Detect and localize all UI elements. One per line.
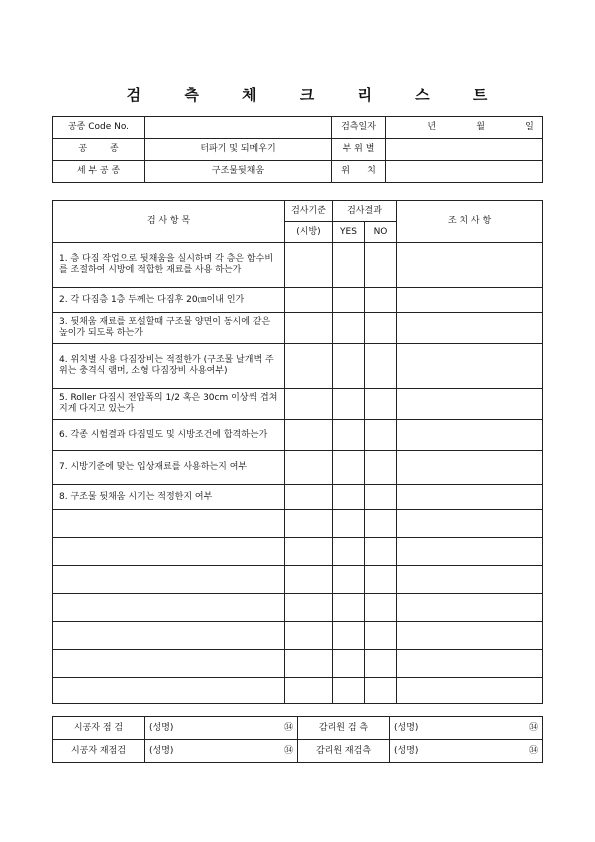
sub-work-value[interactable]: 구조물뒷채움	[145, 161, 332, 183]
standard-cell[interactable]	[285, 650, 333, 678]
table-row	[53, 622, 543, 650]
check-item-6: 6. 각종 시험결과 다짐밀도 및 시방조건에 합격하는가	[53, 420, 285, 451]
no-cell[interactable]	[365, 451, 397, 485]
table-row	[53, 566, 543, 594]
table-row	[53, 243, 543, 288]
table-row	[53, 594, 543, 622]
signature-row-recheck	[53, 740, 543, 763]
standard-cell[interactable]	[285, 243, 333, 288]
work-code-value[interactable]	[145, 117, 332, 139]
contractor-recheck-label: 시공자 재점검	[53, 740, 145, 763]
action-cell[interactable]	[397, 650, 543, 678]
empty-item-cell[interactable]	[53, 650, 285, 678]
yes-cell[interactable]	[333, 451, 365, 485]
table-row	[53, 650, 543, 678]
name-label: (성명)	[394, 745, 419, 756]
no-cell[interactable]	[365, 313, 397, 344]
part-label: 부 위 별	[332, 139, 386, 161]
table-row	[53, 344, 543, 389]
yes-cell[interactable]	[333, 420, 365, 451]
yes-cell[interactable]	[333, 678, 365, 704]
standard-cell[interactable]	[285, 389, 333, 420]
date-month: 월	[476, 122, 485, 132]
check-item-2: 2. 각 다짐층 1층 두께는 다짐후 20㎝이내 인가	[53, 288, 285, 313]
part-value[interactable]	[386, 139, 543, 161]
action-cell[interactable]	[397, 594, 543, 622]
no-cell[interactable]	[365, 288, 397, 313]
inspect-date-label: 검측일자	[332, 117, 386, 139]
table-row	[53, 288, 543, 313]
seal-icon: ㉞	[283, 745, 293, 756]
yes-cell[interactable]	[333, 510, 365, 538]
empty-item-cell[interactable]	[53, 510, 285, 538]
no-cell[interactable]	[365, 243, 397, 288]
standard-cell[interactable]	[285, 510, 333, 538]
signature-table	[52, 716, 543, 763]
empty-item-cell[interactable]	[53, 678, 285, 704]
sub-work-label: 세 부 공 종	[53, 161, 145, 183]
check-item-7: 7. 시방기준에 맞는 입상재료를 사용하는지 여부	[53, 451, 285, 485]
seal-icon: ㉞	[528, 745, 538, 756]
info-row-subwork	[53, 161, 543, 183]
work-label: 공 종	[53, 139, 145, 161]
action-cell[interactable]	[397, 451, 543, 485]
seal-icon: ㉞	[528, 722, 538, 733]
name-label: (성명)	[149, 722, 174, 733]
no-cell[interactable]	[365, 566, 397, 594]
no-cell[interactable]	[365, 344, 397, 389]
check-item-3: 3. 뒷채움 재료를 포설할때 구조물 양면이 동시에 같은 높이가 되도록 하는가	[53, 313, 285, 344]
table-row	[53, 451, 543, 485]
standard-cell[interactable]	[285, 594, 333, 622]
yes-cell[interactable]	[333, 594, 365, 622]
supervisor-check-label: 감리원 검 측	[298, 717, 390, 740]
empty-item-cell[interactable]	[53, 566, 285, 594]
check-item-8: 8. 구조물 뒷채움 시기는 적정한지 여부	[53, 485, 285, 510]
empty-item-cell[interactable]	[53, 594, 285, 622]
action-cell[interactable]	[397, 678, 543, 704]
table-row	[53, 420, 543, 451]
name-label: (성명)	[394, 722, 419, 733]
table-row	[53, 389, 543, 420]
action-cell[interactable]	[397, 288, 543, 313]
contractor-recheck-sign[interactable]	[145, 740, 298, 763]
no-cell[interactable]	[365, 485, 397, 510]
action-cell[interactable]	[397, 566, 543, 594]
no-cell[interactable]	[365, 622, 397, 650]
yes-cell[interactable]	[333, 538, 365, 566]
signature-row-check	[53, 717, 543, 740]
no-cell[interactable]	[365, 678, 397, 704]
check-item-1: 1. 층 다짐 작업으로 뒷채움을 실시하며 각 층은 함수비를 조절하여 시방에 적합한 재료를 사용 하는가	[53, 243, 285, 288]
yes-cell[interactable]	[333, 650, 365, 678]
standard-cell[interactable]	[285, 420, 333, 451]
header-items: 검 사 항 목	[53, 201, 285, 243]
no-cell[interactable]	[365, 538, 397, 566]
yes-cell[interactable]	[333, 313, 365, 344]
standard-cell[interactable]	[285, 622, 333, 650]
table-row	[53, 538, 543, 566]
no-cell[interactable]	[365, 594, 397, 622]
standard-cell[interactable]	[285, 313, 333, 344]
name-label: (성명)	[149, 745, 174, 756]
action-cell[interactable]	[397, 510, 543, 538]
inspect-date-value[interactable]	[386, 117, 543, 139]
action-cell[interactable]	[397, 485, 543, 510]
table-row	[53, 485, 543, 510]
info-table	[52, 116, 543, 183]
date-day: 일	[525, 122, 534, 132]
action-cell[interactable]	[397, 538, 543, 566]
header-standard-2: (시방)	[285, 222, 333, 243]
empty-item-cell[interactable]	[53, 622, 285, 650]
info-row-work	[53, 139, 543, 161]
standard-cell[interactable]	[285, 566, 333, 594]
supervisor-recheck-sign[interactable]	[390, 740, 543, 763]
action-cell[interactable]	[397, 243, 543, 288]
standard-cell[interactable]	[285, 538, 333, 566]
contractor-check-sign[interactable]	[145, 717, 298, 740]
location-label: 위 치	[332, 161, 386, 183]
header-action: 조 치 사 항	[397, 201, 543, 243]
checklist-table	[52, 200, 543, 704]
supervisor-check-sign[interactable]	[390, 717, 543, 740]
action-cell[interactable]	[397, 420, 543, 451]
header-result: 검사결과	[333, 201, 397, 222]
work-code-label: 공종 Code No.	[53, 117, 145, 139]
location-value[interactable]	[386, 161, 543, 183]
yes-cell[interactable]	[333, 389, 365, 420]
no-cell[interactable]	[365, 510, 397, 538]
standard-cell[interactable]	[285, 288, 333, 313]
yes-cell[interactable]	[333, 243, 365, 288]
date-year: 년	[427, 122, 437, 132]
yes-cell[interactable]	[333, 288, 365, 313]
info-row-code	[53, 117, 543, 139]
yes-cell[interactable]	[333, 566, 365, 594]
table-row	[53, 313, 543, 344]
table-row	[53, 510, 543, 538]
yes-cell[interactable]	[333, 485, 365, 510]
check-item-5: 5. Roller 다짐시 전압폭의 1/2 혹은 30cm 이상씩 겹쳐지게 다지고 있는가	[53, 389, 285, 420]
standard-cell[interactable]	[285, 485, 333, 510]
seal-icon: ㉞	[283, 722, 293, 733]
yes-cell[interactable]	[333, 344, 365, 389]
contractor-check-label: 시공자 점 검	[53, 717, 145, 740]
yes-cell[interactable]	[333, 622, 365, 650]
checklist-header-row	[53, 201, 543, 222]
standard-cell[interactable]	[285, 678, 333, 704]
action-cell[interactable]	[397, 313, 543, 344]
header-yes: YES	[333, 222, 365, 243]
supervisor-recheck-label: 감리원 재검측	[298, 740, 390, 763]
no-cell[interactable]	[365, 650, 397, 678]
work-value[interactable]: 터파기 및 되메우기	[145, 139, 332, 161]
table-row	[53, 678, 543, 704]
standard-cell[interactable]	[285, 344, 333, 389]
standard-cell[interactable]	[285, 451, 333, 485]
action-cell[interactable]	[397, 622, 543, 650]
header-standard	[285, 201, 333, 222]
page-title: 검 측 체 크 리 스 트	[126, 86, 507, 104]
header-no: NO	[365, 222, 397, 243]
action-cell[interactable]	[397, 389, 543, 420]
header-standard-1: 검사기준	[291, 205, 326, 216]
empty-item-cell[interactable]	[53, 538, 285, 566]
action-cell[interactable]	[397, 344, 543, 389]
check-item-4: 4. 위치별 사용 다짐장비는 적절한가 (구조물 날개벽 주위는 충격식 램머, 소형 다짐장비 사용여부)	[53, 344, 285, 389]
no-cell[interactable]	[365, 420, 397, 451]
no-cell[interactable]	[365, 389, 397, 420]
